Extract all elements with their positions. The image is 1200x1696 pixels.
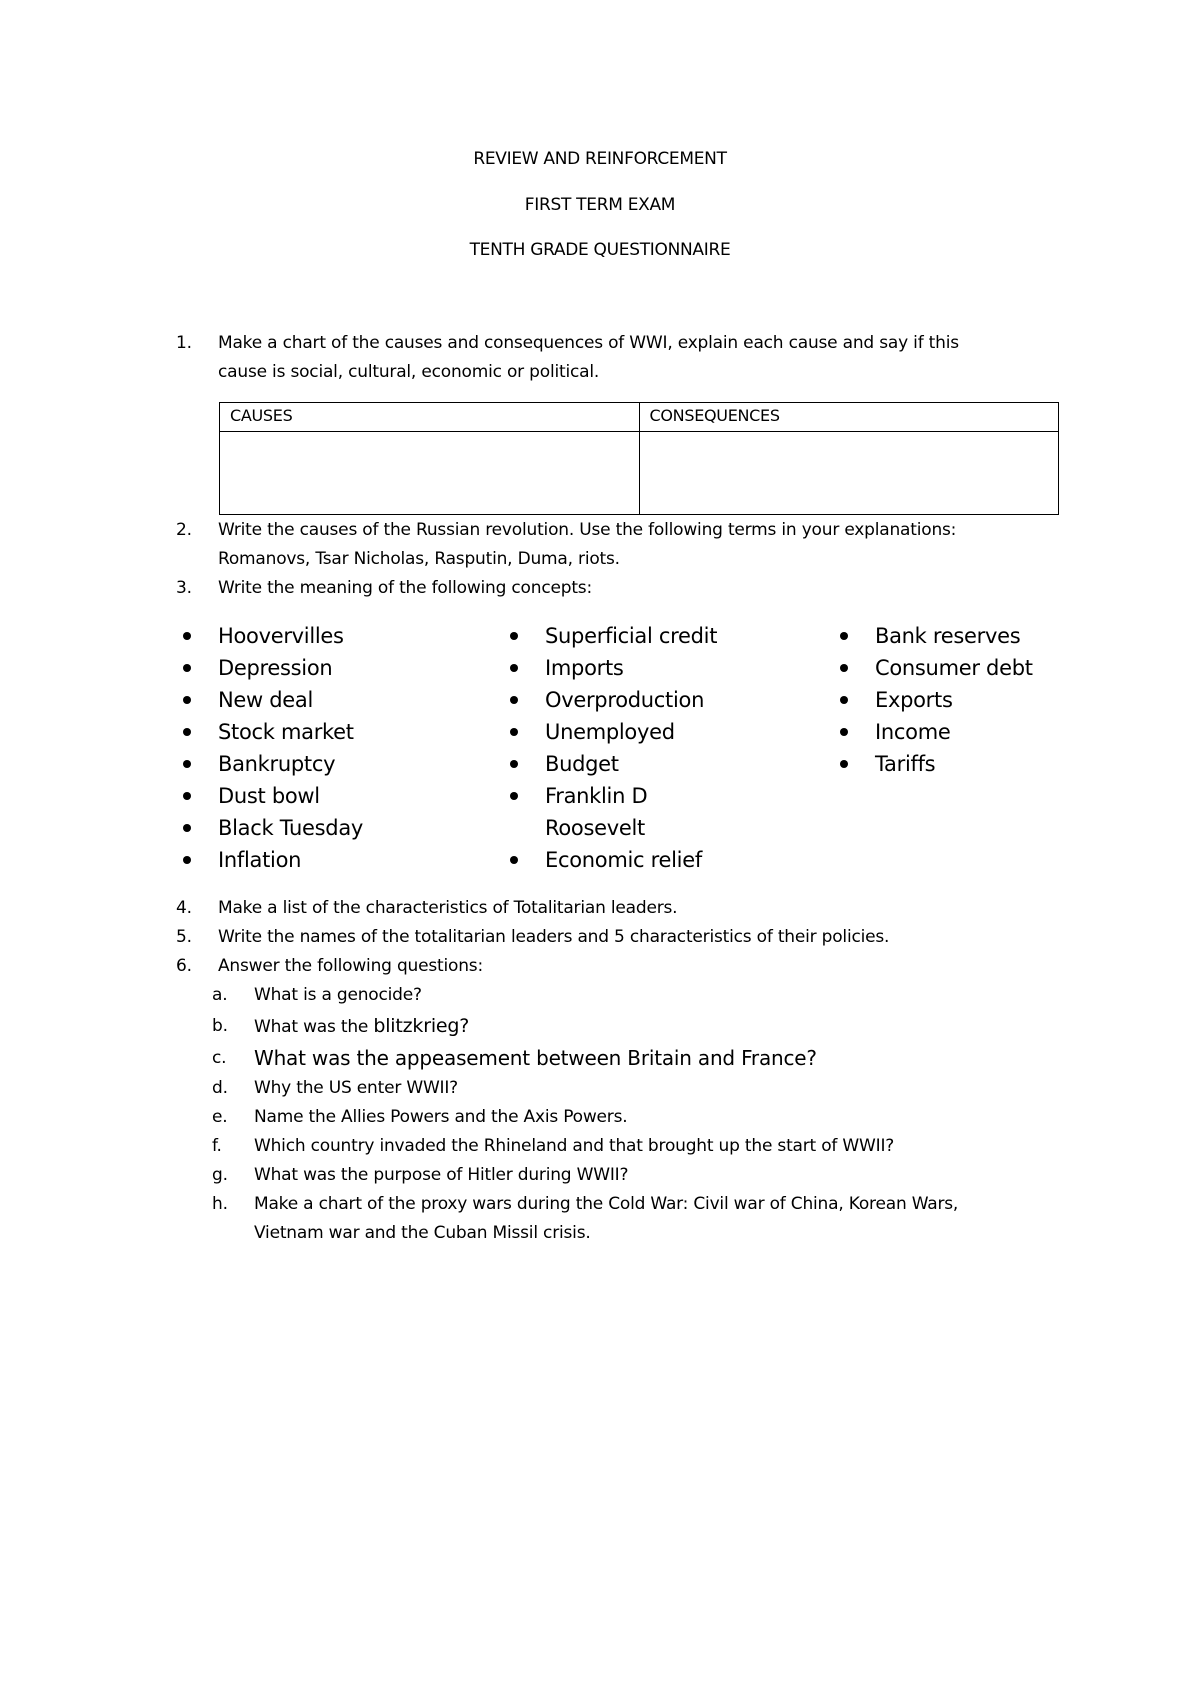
bullet-icon	[840, 664, 848, 672]
bullet-icon	[183, 760, 191, 768]
concepts-column-1	[176, 620, 363, 876]
bullet-icon	[183, 664, 191, 672]
bullet-icon	[510, 632, 518, 640]
list-item: Black Tuesday	[176, 812, 363, 844]
list-item: Stock market	[176, 716, 363, 748]
causes-consequences-table	[219, 402, 1059, 515]
title-review: REVIEW AND REINFORCEMENT	[473, 149, 727, 169]
concepts-column-3	[833, 620, 1033, 780]
question-text: Romanovs, Tsar Nicholas, Rasputin, Duma, riots.	[218, 549, 620, 569]
question-number: 6.	[176, 956, 192, 976]
bullet-icon	[840, 696, 848, 704]
question-text: Write the names of the totalitarian leaders and 5 characteristics of their policies.	[218, 927, 890, 947]
question-number: 2.	[176, 520, 192, 540]
title-questionnaire: TENTH GRADE QUESTIONNAIRE	[469, 240, 731, 260]
list-item: New deal	[176, 684, 363, 716]
bullet-icon	[183, 728, 191, 736]
list-item: Imports	[503, 652, 717, 684]
bullet-icon	[840, 632, 848, 640]
concepts-column-2	[503, 620, 717, 876]
list-item: Bankruptcy	[176, 748, 363, 780]
bullet-icon	[510, 856, 518, 864]
question-number: 3.	[176, 578, 192, 598]
bullet-icon	[510, 760, 518, 768]
list-item: Overproduction	[503, 684, 717, 716]
list-item: Budget	[503, 748, 717, 780]
title-exam: FIRST TERM EXAM	[524, 195, 676, 215]
bullet-icon	[510, 792, 518, 800]
question-number: 5.	[176, 927, 192, 947]
bullet-icon	[840, 760, 848, 768]
list-item: Depression	[176, 652, 363, 684]
question-number: 4.	[176, 898, 192, 918]
table-header-causes: CAUSES	[220, 403, 640, 432]
question-number: 1.	[176, 333, 192, 353]
table-cell-causes	[220, 432, 640, 515]
list-item: Dust bowl	[176, 780, 363, 812]
list-item: Consumer debt	[833, 652, 1033, 684]
bullet-icon	[183, 856, 191, 864]
bullet-icon	[183, 632, 191, 640]
question-text: cause is social, cultural, economic or political.	[218, 362, 600, 382]
list-item: Superficial credit	[503, 620, 717, 652]
table-cell-consequences	[639, 432, 1059, 515]
list-item: Inflation	[176, 844, 363, 876]
question-text: Write the causes of the Russian revolution. Use the following terms in your explanations:	[218, 520, 957, 540]
list-item: Exports	[833, 684, 1033, 716]
bullet-icon	[183, 792, 191, 800]
list-item: Unemployed	[503, 716, 717, 748]
question-text: Answer the following questions:	[218, 956, 483, 976]
bullet-icon	[183, 696, 191, 704]
question-text: Write the meaning of the following concepts:	[218, 578, 592, 598]
bullet-icon	[183, 824, 191, 832]
list-item: Income	[833, 716, 1033, 748]
list-item: Bank reserves	[833, 620, 1033, 652]
table-header-consequences: CONSEQUENCES	[639, 403, 1059, 432]
bullet-icon	[510, 664, 518, 672]
bullet-icon	[840, 728, 848, 736]
question-text: Make a list of the characteristics of Totalitarian leaders.	[218, 898, 678, 918]
bullet-icon	[510, 728, 518, 736]
question-text: Make a chart of the causes and consequences of WWI, explain each cause and say if this	[218, 333, 959, 353]
list-item: Economic relief	[503, 844, 717, 876]
list-item: Hoovervilles	[176, 620, 363, 652]
bullet-icon	[510, 696, 518, 704]
list-item: Tariffs	[833, 748, 1033, 780]
list-item: Franklin D Roosevelt	[503, 780, 685, 844]
